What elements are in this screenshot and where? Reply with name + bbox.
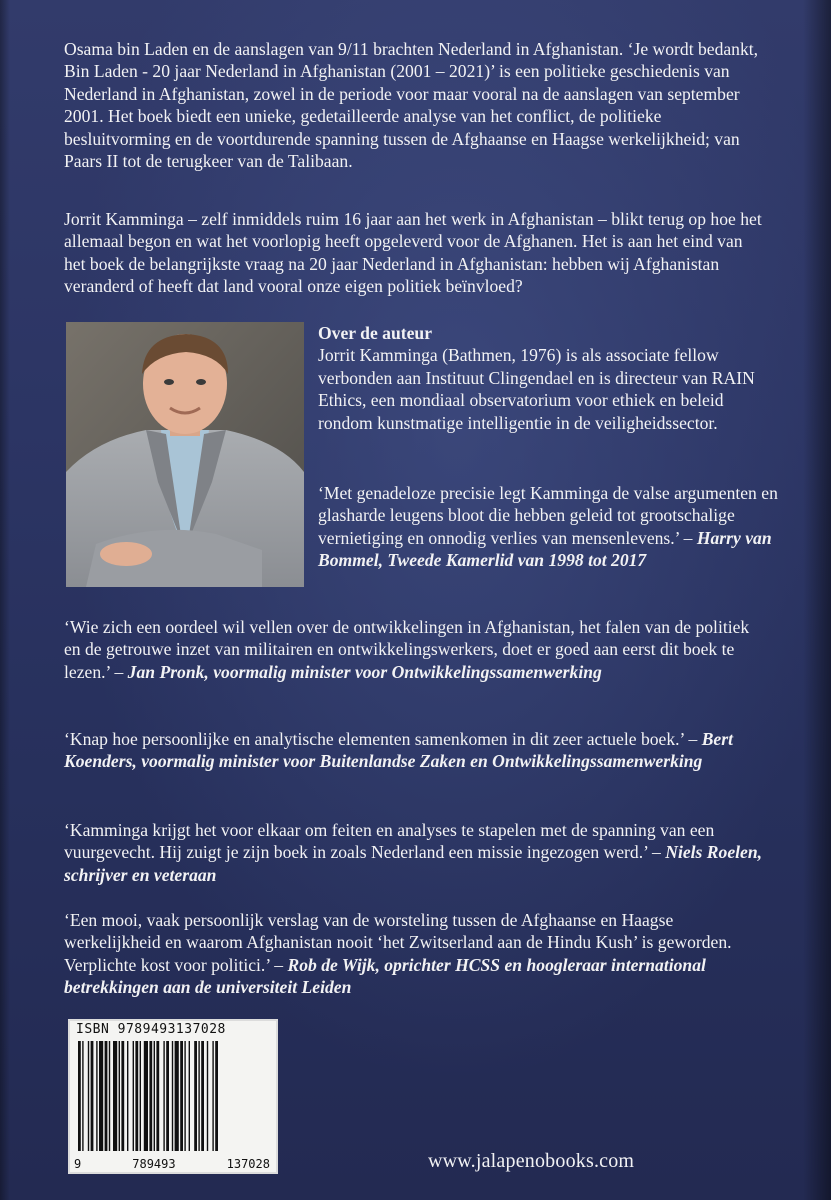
barcode-digit-group: 9 (74, 1157, 82, 1171)
author-bio: Jorrit Kamminga (Bathmen, 1976) is als associate fellow verbonden aan Instituut Clingendael en is directeur van RAIN Ethics, een mondiaal observatorium voor ethiek en beleid rondom kunstmatige intelligentie in de veiligheidssector. (318, 345, 755, 433)
quote-pronk (64, 616, 766, 683)
quote-text: ‘Wie zich een oordeel wil vellen over de ontwikkelingen in Afghanistan, het falen van de politiek en de getrouwe inzet van militairen en ontwikkelingswerkers, doet er goed aan eerst dit boek te lezen.’ – (64, 617, 750, 682)
quote-attribution: Bert Koenders, voormalig minister voor Buitenlandse Zaken en Ontwikkelingssamenwerking (64, 729, 733, 772)
quote-text: ‘Met genadeloze precisie legt Kamminga de valse argumenten en glasharde leugens bloot die hebben geleid tot grootschalige vernietiging en onnodig verlies van mensenlevens.’ – (318, 483, 778, 548)
quote-text: ‘Knap hoe persoonlijke en analytische elementen samenkomen in dit zeer actuele boek.’ – (64, 729, 702, 749)
barcode-digits (72, 1157, 272, 1171)
quote-text: ‘Een mooi, vaak persoonlijk verslag van de worsteling tussen de Afghaanse en Haagse werkelijkheid en waarom Afghanistan nooit ‘het Zwitserland aan de Hindu Kush’ is geworden. Verplichte kost voor politici.’ – (64, 910, 732, 975)
isbn-label: ISBN 9789493137028 (76, 1022, 226, 1037)
quote-de-wijk (64, 909, 766, 999)
intro-paragraph: Osama bin Laden en de aanslagen van 9/11 brachten Nederland in Afghanistan. ‘Je wordt bedankt, Bin Laden - 20 jaar Nederland in Afghanistan (2001 – 2021)’ is een politieke geschiedenis van Nederland in Afghanistan, zowel in de periode voor maar vooral na de aanslagen van september 2001. Het boek biedt een unieke, gedetailleerde analyse van het conflict, de politieke besluitvorming en de voortdurende spanning tussen de Afghaanse en Haagse werkelijkheid; van Paars II tot de terugkeer van de Talibaan. (64, 39, 759, 172)
publisher-website: www.jalapenobooks.com (428, 1150, 635, 1172)
quote-roelen (64, 819, 766, 886)
quote-van-bommel (318, 482, 788, 572)
quote-text: ‘Kamminga krijgt het voor elkaar om feiten en analyses te stapelen met de spanning van een vuurgevecht. Hij zuigt je zijn boek in zoals Nederland een missie ingezogen werd.’ – (64, 820, 715, 863)
quote-koenders (64, 728, 766, 773)
about-author (318, 322, 778, 434)
quote-attribution: Niels Roelen, schrijver en veteraan (64, 842, 763, 885)
second-paragraph: Jorrit Kamminga – zelf inmiddels ruim 16 jaar aan het werk in Afghanistan – blikt terug op hoe het allemaal begon en wat het voorlopig heeft opgeleverd voor de Afghanen. Het is aan het eind van het boek de belangrijkste vraag na 20 jaar Nederland in Afghanistan: hebben wij Afghanistan veranderd of heeft dat land vooral onze eigen politiek beïnvloed? (64, 209, 762, 297)
author-heading: Over de auteur (318, 323, 433, 343)
author-photo (66, 322, 304, 587)
quote-attribution: Harry van Bommel, Tweede Kamerlid van 1998 tot 2017 (318, 527, 772, 571)
quote-attribution: Rob de Wijk, oprichter HCSS en hoogleraar international betrekkingen aan de universiteit Leiden (64, 954, 706, 998)
barcode-bars (78, 1041, 268, 1151)
isbn-barcode (68, 1019, 278, 1174)
barcode-digit-group: 789493 (132, 1157, 176, 1171)
barcode-digit-group: 137028 (226, 1157, 270, 1171)
quote-attribution: Jan Pronk, voormalig minister voor Ontwikkelingssamenwerking (127, 661, 602, 682)
